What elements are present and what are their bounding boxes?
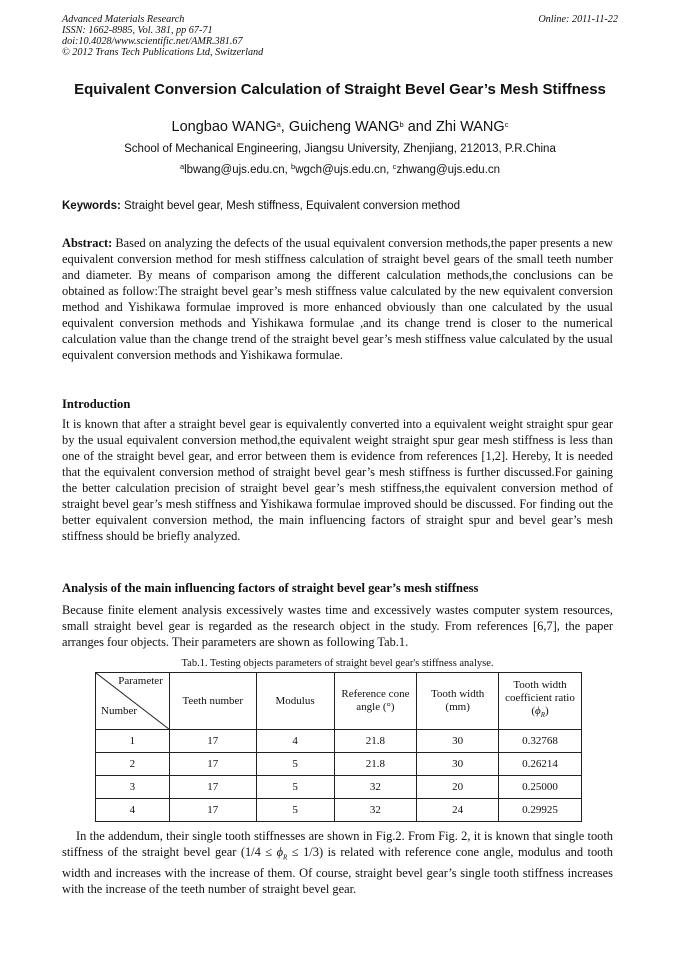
email-sep: , bbox=[386, 164, 393, 176]
abstract-label: Abstract: bbox=[62, 236, 113, 250]
closing-paragraph bbox=[62, 828, 613, 897]
affiliation: School of Mechanical Engineering, Jiangsu University, Zhenjiang, 212013, P.R.China bbox=[124, 143, 556, 155]
ratio-header-text: Tooth width coefficient ratio ( bbox=[505, 679, 575, 718]
introduction-text: It is known that after a straight bevel gear is equivalently converted into a equivalent weight straight spur gear by the usual equivalent conversion method,the equivalent weight straight spur gear mesh stiffness is less than one of the straight bevel gear, and error between them is evidence from references [1,2]. Hereby, It is needed that the equivalent conversion method of straight bevel gear’s mesh stiffness is further discussed.For gaining the better calculation precision of straight bevel gear’s mesh stiffness,the equivalent conversion method of straight bevel gear’s mesh stiffness and Yishikawa formulae improved should be discussed. For finding out the better equivalent conversion method, the main influencing factors of straight spur and bevel gear’s mesh stiffness should be briefly analyzed. bbox=[62, 417, 613, 543]
formula-right: ≤ 1/3 bbox=[287, 845, 319, 859]
keywords-text: Straight bevel gear, Mesh stiffness, Equivalent conversion method bbox=[124, 200, 461, 212]
table-cell: 0.32768 bbox=[498, 730, 581, 753]
column-header: Teeth number bbox=[169, 673, 256, 730]
table-cell: 17 bbox=[169, 799, 256, 822]
doi-line: doi:10.4028/www.scientific.net/AMR.381.67 bbox=[62, 36, 243, 47]
author-list bbox=[62, 118, 618, 136]
journal-name: Advanced Materials Research bbox=[62, 14, 185, 25]
email-address: zhwang@ujs.edu.cn bbox=[396, 164, 501, 176]
phi-symbol: $\phi_R$ bbox=[276, 845, 288, 862]
email-list bbox=[62, 163, 618, 178]
email-address: lbwang@ujs.edu.cn bbox=[184, 164, 285, 176]
table-cell: 1 bbox=[96, 730, 170, 753]
keywords bbox=[62, 199, 618, 214]
paper-title: Equivalent Conversion Calculation of Straight Bevel Gear’s Mesh Stiffness bbox=[74, 81, 606, 98]
author-sep: and bbox=[403, 119, 436, 135]
table-cell: 21.8 bbox=[334, 730, 417, 753]
diagonal-header-cell bbox=[96, 673, 170, 730]
formula-left: 1/4 ≤ bbox=[244, 845, 277, 859]
keywords-label: Keywords: bbox=[62, 200, 121, 212]
phi-symbol: $\phi_R$ bbox=[535, 705, 545, 720]
table-cell: 30 bbox=[417, 730, 499, 753]
online-date: Online: 2011-11-22 bbox=[538, 14, 618, 25]
email-sup: b bbox=[291, 162, 296, 171]
table-cell: 17 bbox=[169, 753, 256, 776]
table-caption: Tab.1. Testing objects parameters of straight bevel gear's stiffness analyse. bbox=[181, 658, 494, 669]
author-name: Guicheng WANG bbox=[288, 119, 400, 135]
author-sup: c bbox=[504, 120, 509, 129]
author-sep: , bbox=[280, 119, 289, 135]
table-header-row bbox=[96, 673, 582, 730]
column-header: Modulus bbox=[256, 673, 334, 730]
email-sep: , bbox=[284, 164, 292, 176]
table-cell: 0.26214 bbox=[498, 753, 581, 776]
table-row bbox=[96, 799, 582, 822]
table-cell: 17 bbox=[169, 730, 256, 753]
analysis-text: Because finite element analysis excessively wastes time and excessively wastes computer system resources, small straight bevel gear is regarded as the research object in the study. From references [6,7], the paper arranges four objects. Their parameters are shown as following Tab.1. bbox=[62, 603, 613, 649]
email-sup: c bbox=[392, 162, 397, 171]
table-row bbox=[96, 776, 582, 799]
column-header: Reference cone angle (°) bbox=[334, 673, 417, 730]
table-cell: 5 bbox=[256, 753, 334, 776]
table-cell: 5 bbox=[256, 799, 334, 822]
parameters-table bbox=[95, 672, 582, 822]
table-cell: 0.25000 bbox=[498, 776, 581, 799]
table-cell: 30 bbox=[417, 753, 499, 776]
author-sup: a bbox=[276, 120, 281, 129]
author-name: Zhi WANG bbox=[435, 119, 505, 135]
table-row bbox=[96, 753, 582, 776]
column-header-ratio bbox=[498, 673, 581, 730]
journal-header bbox=[62, 14, 618, 58]
closing-text-before: In the addendum, their single tooth stiffnesses are shown in Fig.2. From Fig. 2, it is known that single tooth stiffness of the straight bevel gear ( bbox=[62, 829, 613, 859]
table-cell: 0.29925 bbox=[498, 799, 581, 822]
table-cell: 5 bbox=[256, 776, 334, 799]
column-header: Tooth width (mm) bbox=[417, 673, 499, 730]
email-sup: a bbox=[179, 162, 185, 171]
corner-number-label: Number bbox=[101, 705, 138, 717]
table-cell: 20 bbox=[417, 776, 499, 799]
author-name: Longbao WANG bbox=[171, 119, 277, 135]
abstract-text: Based on analyzing the defects of the usual equivalent conversion methods,the paper presents a new equivalent conversion method for mesh stiffness calculation of straight bevel gears of the small teeth number and diameter. By means of comparison among the different calculation methods,the conclusions can be obtained as follow:The straight bevel gear’s mesh stiffness value calculated by the new equivalent conversion method and Yishikawa formulae improved is more enhanced obviously than one calculated by the usual equivalent conversion methods and Yishikawa formulae ,and its change trend is closer to the numerical calculation value than the change trend of the straight bevel gear’s mesh stiffness value calculated by the usual equivalent conversion methods and Yishikawa formulae. bbox=[62, 236, 613, 362]
analysis-heading: Analysis of the main influencing factors of straight bevel gear’s mesh stiffness bbox=[62, 581, 479, 595]
closing-text-after: ) is related with reference cone angle, modulus and tooth width and increases with the increase of them. Of course, straight bevel gear’s single tooth stiffness increases with the increase of the teeth number of straight bevel gear. bbox=[62, 845, 613, 897]
author-sup: b bbox=[399, 120, 404, 129]
email-address: wgch@ujs.edu.cn bbox=[295, 164, 387, 176]
table-cell: 4 bbox=[96, 799, 170, 822]
ratio-close: ) bbox=[544, 705, 549, 718]
table-row bbox=[96, 730, 582, 753]
table-cell: 24 bbox=[417, 799, 499, 822]
table-cell: 17 bbox=[169, 776, 256, 799]
copyright-line: © 2012 Trans Tech Publications Ltd, Switzerland bbox=[62, 47, 264, 58]
introduction-heading: Introduction bbox=[62, 397, 131, 411]
table-cell: 32 bbox=[334, 799, 417, 822]
table-cell: 3 bbox=[96, 776, 170, 799]
table-cell: 2 bbox=[96, 753, 170, 776]
table-cell: 32 bbox=[334, 776, 417, 799]
issn-line: ISSN: 1662-8985, Vol. 381, pp 67-71 bbox=[62, 25, 213, 36]
abstract bbox=[62, 235, 613, 363]
corner-parameter-label: Parameter bbox=[118, 675, 163, 687]
table-cell: 21.8 bbox=[334, 753, 417, 776]
table-cell: 4 bbox=[256, 730, 334, 753]
